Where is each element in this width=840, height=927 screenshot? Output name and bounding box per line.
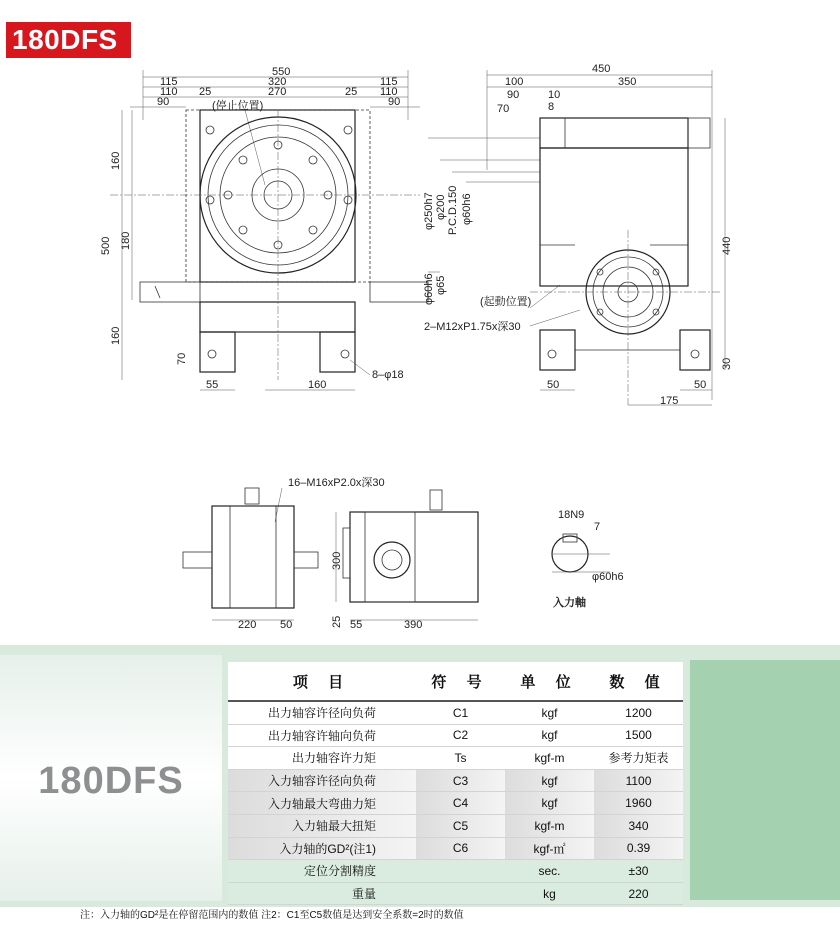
dim-300: 300 [331,551,343,570]
row-unit: kgf-m [505,814,594,837]
dim-110-right: 110 [380,86,398,98]
row-symbol [416,860,505,883]
dim-55-lower: 55 [350,619,363,631]
technical-drawing [0,60,840,645]
row-symbol: Ts [416,747,505,770]
table-row [228,814,683,837]
side-view [487,63,733,407]
spec-header-row [228,662,683,701]
row-value: 1500 [594,724,683,747]
dim-25-left: 25 [199,86,212,98]
dim-10: 10 [548,89,561,101]
dim-550: 550 [272,66,291,78]
row-name: 入力轴容许径向负荷 [228,769,416,792]
model-badge: 180DFS [6,22,131,58]
dim-115-left: 115 [160,76,178,88]
row-value: 1100 [594,769,683,792]
row-value: ±30 [594,860,683,883]
dim-160-bottom: 160 [308,379,327,391]
row-unit: kgf [505,724,594,747]
dim-100: 100 [505,76,524,88]
front-view [100,66,428,391]
table-row [228,882,683,905]
row-symbol: C4 [416,792,505,815]
row-name: 入力轴最大扭矩 [228,814,416,837]
holes-label: 8–φ18 [372,369,404,381]
dim-pcd150: P.C.D.150 [447,185,459,235]
dim-90-left: 90 [157,96,170,108]
dim-500: 500 [100,236,112,255]
row-value: 参考力矩表 [594,747,683,770]
stop-position-label: (停止位置) [212,100,264,112]
table-row [228,769,683,792]
dim-70: 70 [176,352,188,365]
row-unit: kgf [505,792,594,815]
row-name: 定位分割精度 [228,860,416,883]
dim-180: 180 [120,231,132,250]
dim-50-side-left: 50 [547,379,560,391]
dim-350: 350 [618,76,637,88]
row-symbol: C6 [416,837,505,860]
row-symbol: C2 [416,724,505,747]
key-shaft: φ60h6 [592,571,624,583]
dim-160-lower: 160 [110,326,122,345]
lower-views [183,476,624,631]
row-value: 340 [594,814,683,837]
row-name: 出力轴容许轴向负荷 [228,724,416,747]
header-item: 项 目 [228,662,416,701]
accent-block [690,660,840,900]
row-value: 220 [594,882,683,905]
row-name: 入力轴的GD²(注1) [228,837,416,860]
dim-320: 320 [268,76,287,88]
row-value: 1960 [594,792,683,815]
dim-90-side: 90 [507,89,520,101]
table-row [228,792,683,815]
table-row [228,701,683,724]
input-shaft-label: 入力軸 [553,597,586,609]
dim-220: 220 [238,619,257,631]
dim-90-right: 90 [388,96,401,108]
center-dims [423,138,580,333]
key-label: 18N9 [558,509,585,521]
table-row [228,747,683,770]
dim-55: 55 [206,379,219,391]
table-row [228,724,683,747]
header-symbol: 符 号 [416,662,505,701]
row-symbol: C1 [416,701,505,724]
row-name: 重量 [228,882,416,905]
lower-thread-label: 16–M16xP2.0x深30 [288,477,385,489]
table-row [228,837,683,860]
dim-440: 440 [721,236,733,255]
row-unit: kgf [505,769,594,792]
dim-450: 450 [592,63,611,75]
dim-phi250h7: φ250h7 [423,192,435,230]
spec-body [228,701,683,905]
model-name: 180DFS [38,760,184,802]
row-symbol: C5 [416,814,505,837]
dim-8: 8 [548,101,555,113]
table-row [228,860,683,883]
row-value: 1200 [594,701,683,724]
footnote: 注：入力轴的GD²是在停留范围内的数值 注2：C1至C5数值是达到安全系数=2时的数值 [80,910,464,921]
start-position-label: (起動位置) [480,296,532,308]
row-unit: kgf-㎡ [505,837,594,860]
dim-phi200: φ200 [435,194,447,220]
dim-phi60h6-lower: φ60h6 [423,273,435,305]
row-name: 出力轴容许力矩 [228,747,416,770]
dim-160-upper: 160 [110,151,122,170]
dim-175: 175 [660,395,679,407]
dim-25-right: 25 [345,86,358,98]
row-unit: kgf-m [505,747,594,770]
spec-table [228,662,683,905]
dim-50-lower: 50 [280,619,293,631]
row-symbol: C3 [416,769,505,792]
header-value: 数 值 [594,662,683,701]
dim-30-side: 30 [721,357,733,370]
drawing-svg [0,60,840,645]
header-unit: 单 位 [505,662,594,701]
dim-115-right: 115 [380,76,398,88]
dim-25-lower: 25 [331,615,343,628]
dim-110-left: 110 [160,86,178,98]
key-depth: 7 [594,521,601,533]
row-unit: kgf [505,701,594,724]
dim-270: 270 [268,86,287,98]
row-unit: sec. [505,860,594,883]
row-name: 出力轴容许径向负荷 [228,701,416,724]
dim-phi60h6-upper: φ60h6 [461,193,473,225]
dim-390: 390 [404,619,423,631]
dim-70-side: 70 [497,103,510,115]
row-name: 入力轴最大弯曲力矩 [228,792,416,815]
dim-50-side-right: 50 [694,379,707,391]
thread-label: 2–M12xP1.75x深30 [424,321,521,333]
row-unit: kg [505,882,594,905]
row-value: 0.39 [594,837,683,860]
row-symbol [416,882,505,905]
dim-phi65: φ65 [435,275,447,295]
